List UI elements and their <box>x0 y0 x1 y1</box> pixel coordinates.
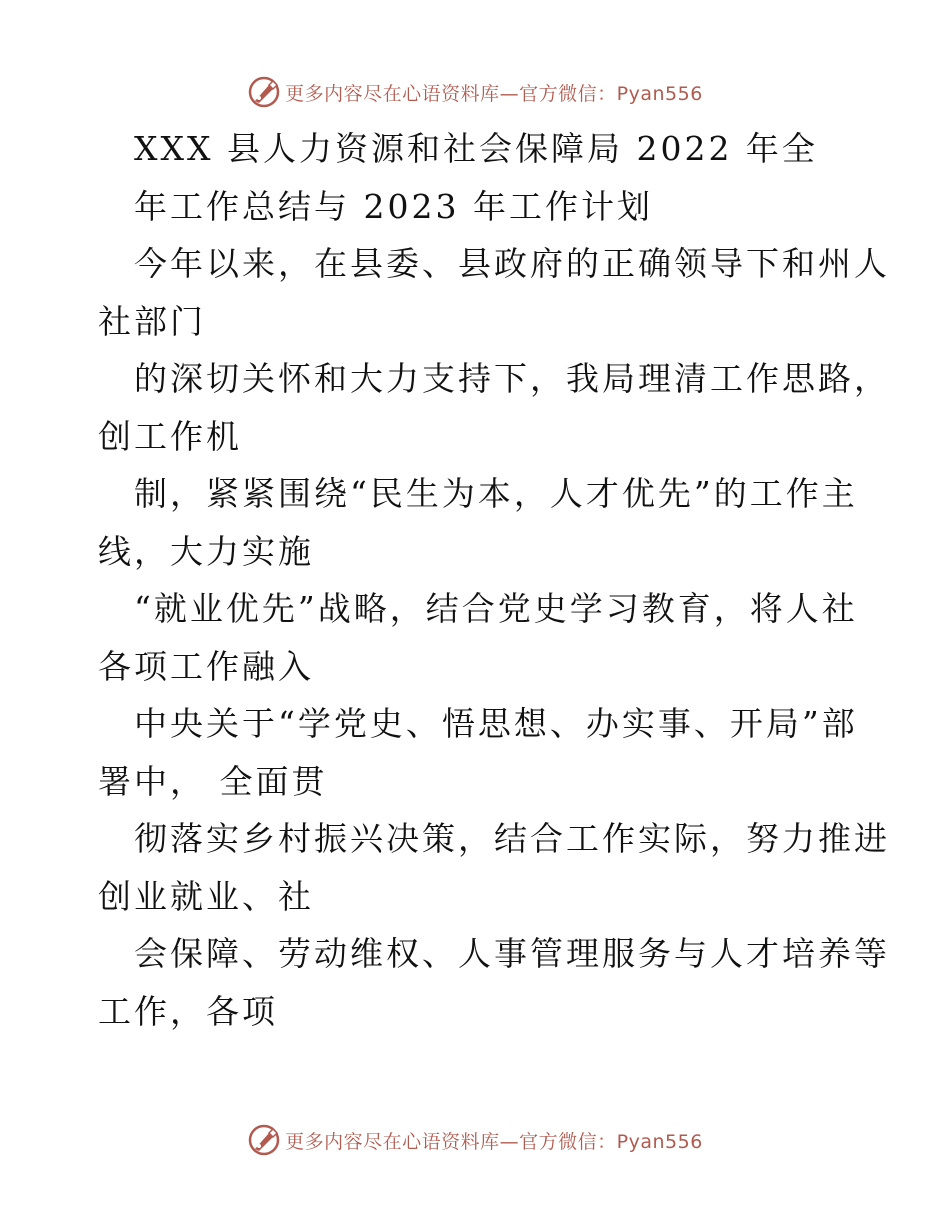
footer-banner-separator: — <box>499 1130 520 1153</box>
paragraph-line: 会保障、劳动维权、人事管理服务与人才培养等 <box>134 934 890 973</box>
document-title-line-1: XXX 县人力资源和社会保障局 2022 年全 <box>134 129 818 168</box>
paragraph-line: 的深切关怀和大力支持下，我局理清工作思路， <box>134 359 890 398</box>
footer-banner <box>0 1118 950 1162</box>
header-banner-title: 更多内容尽在心语资料库 <box>285 82 500 105</box>
fountain-pen-logo-icon <box>247 75 281 109</box>
document-title-line-2: 年工作总结与 2023 年工作计划 <box>134 186 653 226</box>
paragraph-line: 中央关于“学党史、悟思想、办实事、开局”部 <box>134 704 858 743</box>
paragraph-line: 署中， 全面贯 <box>98 761 328 801</box>
paragraph-line: 线，大力实施 <box>98 531 314 571</box>
fountain-pen-logo-icon <box>247 1123 281 1157</box>
paragraph-line: 社部门 <box>98 301 206 341</box>
document-body <box>98 120 890 1040</box>
paragraph-line: “就业优先”战略，结合党史学习教育，将人社 <box>134 589 858 628</box>
paragraph-line: 制，紧紧围绕“民生为本，人才优先”的工作主 <box>134 474 858 513</box>
paragraph-line: 工作，各项 <box>98 991 278 1031</box>
paragraph-line: 各项工作融入 <box>98 646 314 686</box>
paragraph-line: 创工作机 <box>98 416 242 456</box>
footer-banner-title: 更多内容尽在心语资料库 <box>285 1130 500 1153</box>
header-banner-text <box>285 79 703 106</box>
header-banner-separator: — <box>499 82 520 105</box>
header-banner-wechat: 官方微信：Pyan556 <box>519 82 703 105</box>
footer-banner-text <box>285 1127 703 1154</box>
paragraph-line: 彻落实乡村振兴决策，结合工作实际，努力推进 <box>134 819 890 858</box>
paragraph-line: 今年以来，在县委、县政府的正确领导下和州人 <box>134 244 890 283</box>
footer-banner-wechat: 官方微信：Pyan556 <box>519 1130 703 1153</box>
paragraph-line: 创业就业、社 <box>98 876 314 916</box>
header-banner <box>0 70 950 114</box>
